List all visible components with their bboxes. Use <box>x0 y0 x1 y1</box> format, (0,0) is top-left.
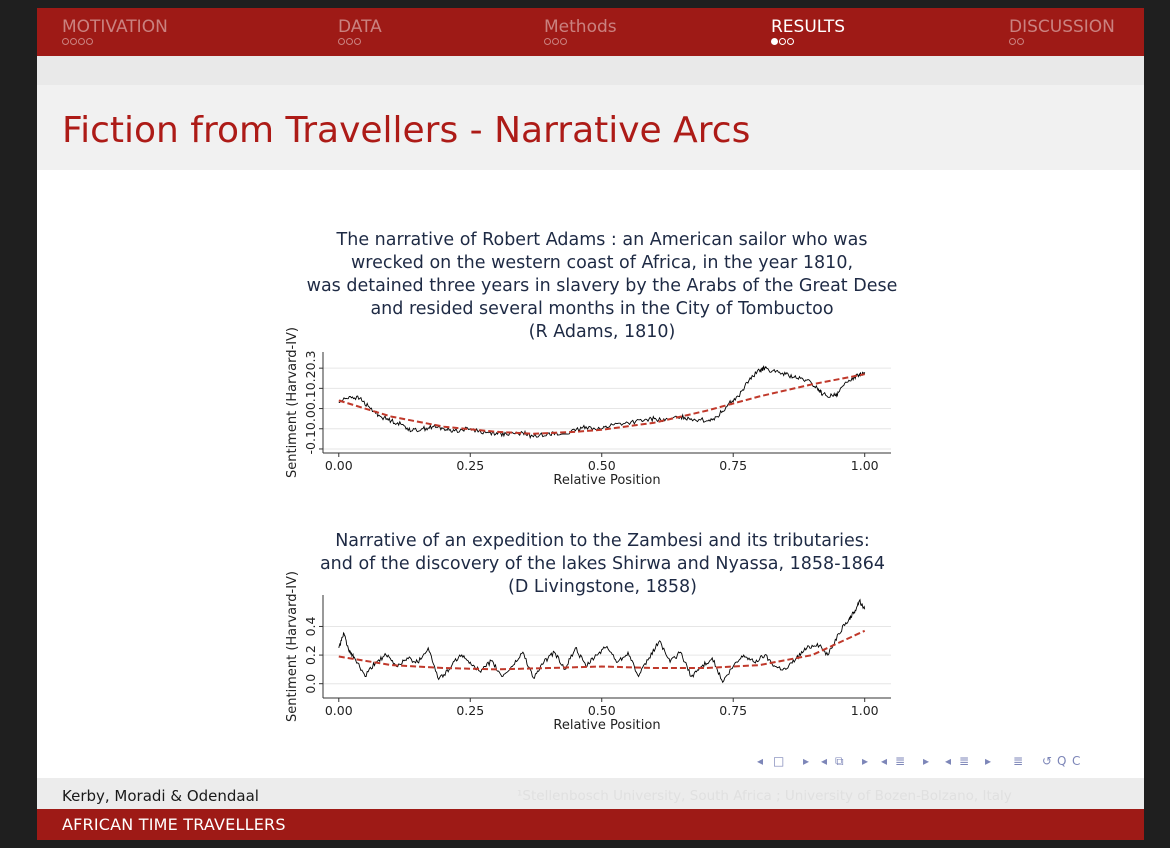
frame-title: Fiction from Travellers - Narrative Arcs <box>62 110 751 151</box>
x-tick-label: 1.00 <box>850 703 879 718</box>
footer-affiliation: ¹Stellenbosch University, South Africa ; University of Bozen-Bolzano, Italy <box>517 788 1012 804</box>
x-tick-label: 1.00 <box>850 458 879 473</box>
beamer-nav-icon[interactable]: □ <box>773 754 785 768</box>
beamer-nav-icon[interactable]: ≣ <box>959 754 970 768</box>
x-tick-label: 0.00 <box>324 703 353 718</box>
x-tick-label: 0.75 <box>719 703 748 718</box>
y-tick-label: 0.0 <box>303 673 318 694</box>
nav-section-label: Methods <box>544 17 617 37</box>
x-axis-label: Relative Position <box>553 473 661 488</box>
nav-section-label: DISCUSSION <box>1009 17 1115 37</box>
y-tick-label: 0.4 <box>303 616 318 637</box>
beamer-nav-icon[interactable]: ◂ <box>881 754 888 768</box>
x-axis-label: Relative Position <box>553 718 661 733</box>
x-tick-label: 0.50 <box>587 458 616 473</box>
beamer-nav-icon[interactable]: ◂ <box>757 754 764 768</box>
x-tick-label: 0.25 <box>456 458 485 473</box>
chart-2-plot <box>37 8 1144 840</box>
chart-title-line: was detained three years in slavery by the Arabs of the Great Dese <box>306 276 898 296</box>
beamer-nav-icon[interactable]: ▸ <box>923 754 930 768</box>
nav-section-label: DATA <box>338 17 382 37</box>
beamer-nav-icon[interactable]: ↺ <box>1042 754 1053 768</box>
footer-authors: Kerby, Moradi & Odendaal <box>62 787 259 805</box>
beamer-nav-icon[interactable]: ▸ <box>862 754 869 768</box>
raw-sentiment-line <box>339 600 865 683</box>
y-axis-label: Sentiment (Harvard-IV) <box>285 570 300 723</box>
beamer-nav-icon[interactable]: Q <box>1057 754 1067 768</box>
y-tick-labels: -0.10.00.10.20.3 <box>303 350 318 455</box>
footline-title-bar <box>37 809 1144 840</box>
nav-section-label: MOTIVATION <box>62 17 168 37</box>
chart-title-line: Narrative of an expedition to the Zambesi and its tributaries: <box>335 531 870 551</box>
beamer-nav-icon[interactable]: ▸ <box>803 754 810 768</box>
footer-short-title: AFRICAN TIME TRAVELLERS <box>62 815 286 834</box>
chart-title-line: (R Adams, 1810) <box>528 322 676 342</box>
chart-title-line: and resided several months in the City of Tombuctoo <box>370 299 834 319</box>
x-tick-label: 0.00 <box>324 458 353 473</box>
beamer-nav-icon[interactable]: ≣ <box>895 754 906 768</box>
beamer-nav-icon[interactable]: ◂ <box>945 754 952 768</box>
beamer-nav-icon[interactable]: C <box>1072 754 1081 768</box>
chart-title-line: The narrative of Robert Adams : an American sailor who was <box>336 230 868 250</box>
slide <box>37 8 1144 840</box>
beamer-nav-icon[interactable]: ▸ <box>985 754 992 768</box>
x-tick-label: 0.75 <box>719 458 748 473</box>
x-tick-label: 0.50 <box>587 703 616 718</box>
y-axis-label: Sentiment (Harvard-IV) <box>285 326 300 479</box>
beamer-nav-icon[interactable]: ◂ <box>821 754 828 768</box>
chart-title-line: and of the discovery of the lakes Shirwa and Nyassa, 1858-1864 <box>319 554 886 574</box>
beamer-nav-icon[interactable]: ⧉ <box>835 754 844 768</box>
beamer-nav-icon[interactable]: ≣ <box>1013 754 1024 768</box>
footline-authors-bar <box>37 778 1144 809</box>
y-tick-label: 0.2 <box>303 645 318 666</box>
nav-section-label: RESULTS <box>771 17 846 37</box>
chart-title-line: (D Livingstone, 1858) <box>508 577 697 597</box>
x-tick-label: 0.25 <box>456 703 485 718</box>
beamer-navigation-symbols <box>757 754 1137 774</box>
chart-title-line: wrecked on the western coast of Africa, in the year 1810, <box>350 253 854 273</box>
